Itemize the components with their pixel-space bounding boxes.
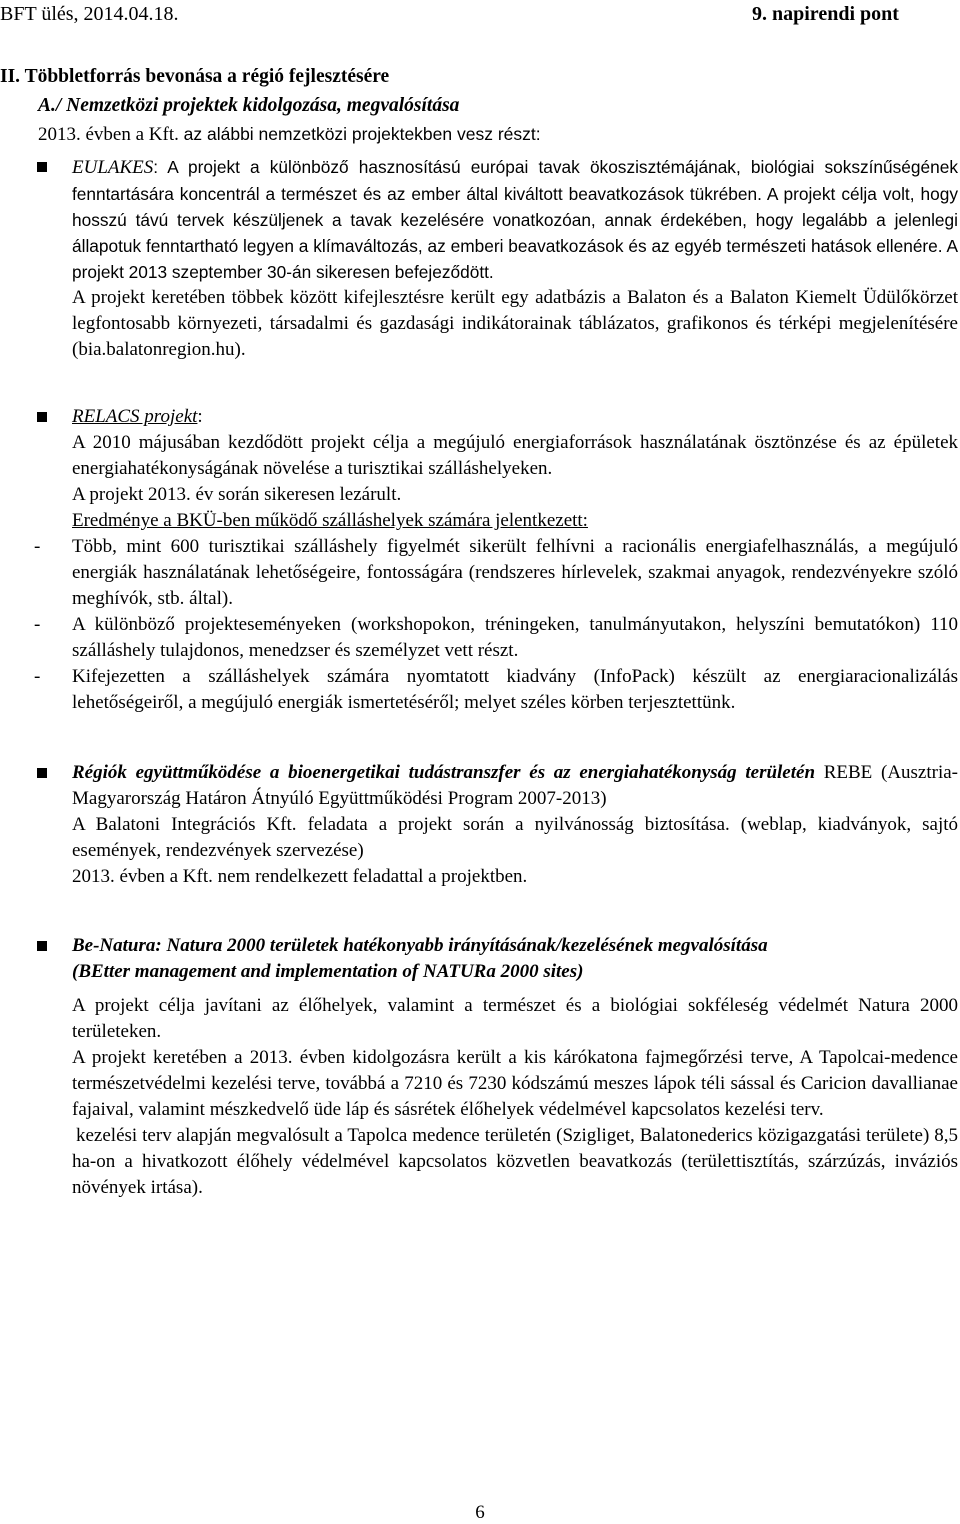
header-right: 9. napirendi pont <box>752 3 899 25</box>
relacs-block <box>0 404 960 716</box>
relacs-results-list <box>34 534 958 716</box>
relacs-p1: A 2010 májusában kezdődött projekt célja a megújuló energiaforrások használatának ösztönzése és az épületek energiahatékonyságának növelése a turisztikai szálláshelyeken. <box>72 432 958 479</box>
bullet-icon <box>37 768 47 778</box>
section-title: II. Többletforrás bevonása a régió fejlesztésére <box>0 66 390 87</box>
bullet-icon <box>37 162 47 172</box>
relacs-p2: A projekt 2013. év során sikeresen lezárult. <box>72 484 402 505</box>
eulakes-colon: : <box>153 157 159 177</box>
benatura-title-line2: (BEtter management and implementation of NATURa 2000 sites) <box>72 961 584 982</box>
dash-symbol: - <box>34 536 41 557</box>
list-item <box>34 534 958 612</box>
rebe-p2: 2013. évben a Kft. nem rendelkezett feladattal a projektben. <box>72 866 528 887</box>
dash-symbol: - <box>34 666 41 687</box>
rebe-title-rest: REBE (Ausztria-Magyarország Határon Átnyúló Együttműködési Program 2007-2013) <box>72 762 959 809</box>
section-subtitle: A./ Nemzetközi projektek kidolgozása, megvalósítása <box>38 95 460 116</box>
benatura-p3: kezelési terv alapján megvalósult a Tapolca medence területén (Szigliget, Balatonederics közigazgatási területe) 8,5 ha-on a hivatkozott élőhely védelmével kapcsolatos közvetlen beavatkozás (területtisztítás, szárzúzás, inváziós növények irtása). <box>72 1125 958 1198</box>
benatura-block <box>0 933 960 1201</box>
eulakes-name: EULAKES <box>72 157 154 178</box>
intro-part1: 2013. évben a Kft. <box>38 124 179 145</box>
bullet-icon <box>37 941 47 951</box>
relacs-p3: Eredménye a BKÜ-ben működő szálláshelyek számára jelentkezett: <box>72 510 588 531</box>
rebe-title: Régiók együttműködése a bioenergetikai tudástranszfer és az energiahatékonyság területén <box>72 762 816 783</box>
rebe-p1: A Balatoni Integrációs Kft. feladata a projekt során a nyilvánosság biztosítása. (weblap, kiadványok, sajtó események, rendezvények szervezése) <box>72 814 958 861</box>
list-item-text: Kifejezetten a szálláshelyek számára nyomtatott kiadvány (InfoPack) készült az energiaracionalizálás lehetőségeiről, a megújuló energiák ismertetéséről; melyet széles körben terjesztettünk. <box>72 666 958 713</box>
eulakes-serif-text: A projekt keretében többek között kifejlesztésre került egy adatbázis a Balaton és a Balaton Kiemelt Üdülőkörzet legfontosabb környezeti, társadalmi és gazdasági indikátorainak táblázatos, grafikonos és térképi megjelenítésére (bia.balatonregion.hu). <box>72 287 958 360</box>
list-item <box>34 612 958 664</box>
eulakes-block <box>0 154 960 363</box>
relacs-name: RELACS projekt <box>72 406 198 427</box>
page-number: 6 <box>475 1502 485 1523</box>
section-intro <box>0 120 960 149</box>
list-item <box>34 664 958 716</box>
benatura-p1: A projekt célja javítani az élőhelyek, valamint a természet és a biológiai sokféleség védelmét Natura 2000 területeken. <box>72 995 958 1042</box>
relacs-colon: : <box>197 406 203 427</box>
header-left: BFT ülés, 2014.04.18. <box>0 3 179 25</box>
dash-symbol: - <box>34 614 41 635</box>
bullet-icon <box>37 412 47 422</box>
intro-part2: az alábbi nemzetközi projektekben vesz részt: <box>183 124 541 144</box>
rebe-block <box>0 760 960 890</box>
eulakes-sans-text <box>72 154 958 285</box>
rebe-heading <box>72 760 958 812</box>
benatura-title-line1: Be-Natura: Natura 2000 területek hatékonyabb irányításának/kezelésének megvalósítása <box>72 935 768 956</box>
eulakes-description: A projekt a különböző hasznosítású európai tavak ökoszisztémájának, biológiai sokszínűségének fenntartására koncentrál a természet és az ember által kiváltott beavatkozások tükrében. A projekt célja volt, hogy hosszú távú tervek készüljenek a tavak kezelésére vonatkozóan, annak érdekében, hogy legalább a jelenlegi állapotuk fenntartható legyen a klímaváltozás, az emberi beavatkozások és az egyéb természeti hatások ellenére. A projekt 2013 szeptember 30-án sikeresen befejeződött. <box>72 157 958 282</box>
relacs-heading <box>72 404 958 430</box>
document-page <box>0 62 960 1201</box>
list-item-text: Több, mint 600 turisztikai szálláshely figyelmét sikerült felhívni a racionális energiafelhasználás, a megújuló energiák használatának lehetőségeire, fontosságára (rendszeres hírlevelek, szakmai anyagok, rendezvényekre szóló meghívók, stb. által). <box>72 536 958 609</box>
list-item-text: A különböző projekteseményeken (workshopokon, tréningeken, tanulmányutakon, helyszíni bemutatókon) 110 szálláshely tulajdonos, menedzser és személyzet vett részt. <box>72 614 958 661</box>
benatura-p2: A projekt keretében a 2013. évben kidolgozásra került a kis kárókatona fajmegőrzési terve, A Tapolcai-medence természetvédelmi kezelési terve, továbbá a 7210 és 7230 kódszámú meszes lápok téli sással és Caricion davallianae fajaival, valamint mészkedvelő üde láp és sásrétek élőhelyek védelmével kapcsolatos kezelési terv. <box>72 1047 958 1120</box>
